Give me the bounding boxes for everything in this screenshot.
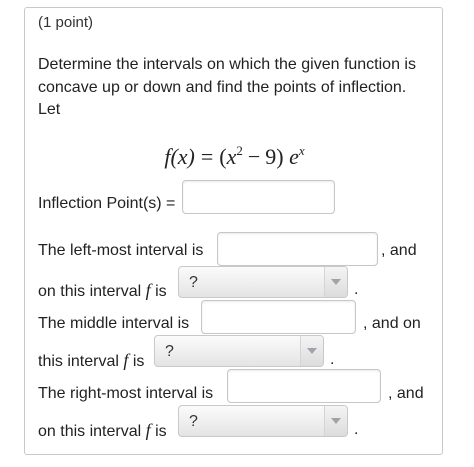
formula-exp-power: x	[298, 143, 305, 158]
right-select-button[interactable]	[324, 406, 347, 436]
is-text: is	[155, 423, 167, 440]
middle-select-button[interactable]	[300, 336, 323, 366]
middle-period: .	[330, 351, 335, 368]
chevron-down-icon	[331, 418, 341, 424]
left-interval-suffix: , and	[381, 242, 417, 259]
formula-exponent: 2	[236, 143, 243, 158]
let-label: Let	[38, 101, 61, 118]
right-concavity-label	[38, 420, 167, 442]
on-interval-text: on this interval	[38, 423, 142, 440]
right-period: .	[354, 421, 359, 438]
left-select-button[interactable]	[324, 267, 347, 297]
middle-interval-input[interactable]	[201, 300, 356, 334]
f-symbol: f	[145, 280, 151, 300]
function-formula	[25, 143, 444, 171]
points-label: (1 point)	[38, 14, 94, 31]
is-text: is	[155, 283, 167, 300]
formula-lhs: f(x)	[164, 144, 195, 169]
chevron-down-icon	[307, 348, 317, 354]
left-concavity-label	[38, 280, 167, 302]
inflection-label: Inflection Point(s) =	[38, 195, 176, 212]
right-interval-input[interactable]	[227, 369, 381, 403]
problem-card	[24, 7, 443, 455]
left-concavity-select[interactable]	[178, 266, 348, 298]
problem-prompt	[38, 54, 438, 122]
formula-open-paren: (	[219, 144, 227, 169]
formula-minus: −	[247, 144, 261, 169]
middle-concavity-label	[38, 350, 144, 372]
right-concavity-select[interactable]	[178, 405, 348, 437]
inflection-points-input[interactable]	[182, 180, 335, 214]
chevron-down-icon	[331, 279, 341, 285]
formula-exp-base: e	[289, 144, 299, 169]
middle-interval-label: The middle interval is	[38, 315, 190, 332]
this-interval-text: this interval	[38, 353, 119, 370]
middle-concavity-value: ?	[165, 343, 174, 360]
is-text: is	[132, 353, 145, 370]
left-interval-input[interactable]	[217, 232, 378, 266]
formula-equals: =	[200, 144, 214, 169]
f-symbol: f	[123, 350, 129, 370]
right-concavity-value: ?	[189, 413, 198, 430]
right-interval-suffix: , and	[388, 385, 424, 402]
middle-interval-suffix: , and on	[363, 315, 421, 332]
formula-base: x	[226, 144, 237, 169]
formula-constant: 9	[265, 144, 277, 169]
on-interval-text: on this interval	[38, 283, 142, 300]
left-interval-label: The left-most interval is	[38, 242, 204, 259]
left-concavity-value: ?	[189, 274, 198, 291]
f-symbol: f	[145, 420, 151, 440]
formula-close-paren: )	[276, 144, 284, 169]
prompt-text: Determine the intervals on which the given function is concave up or down and find the points of inflection.	[38, 56, 416, 96]
left-period: .	[354, 281, 359, 298]
middle-concavity-select[interactable]	[154, 335, 324, 367]
right-interval-label: The right-most interval is	[38, 385, 214, 402]
